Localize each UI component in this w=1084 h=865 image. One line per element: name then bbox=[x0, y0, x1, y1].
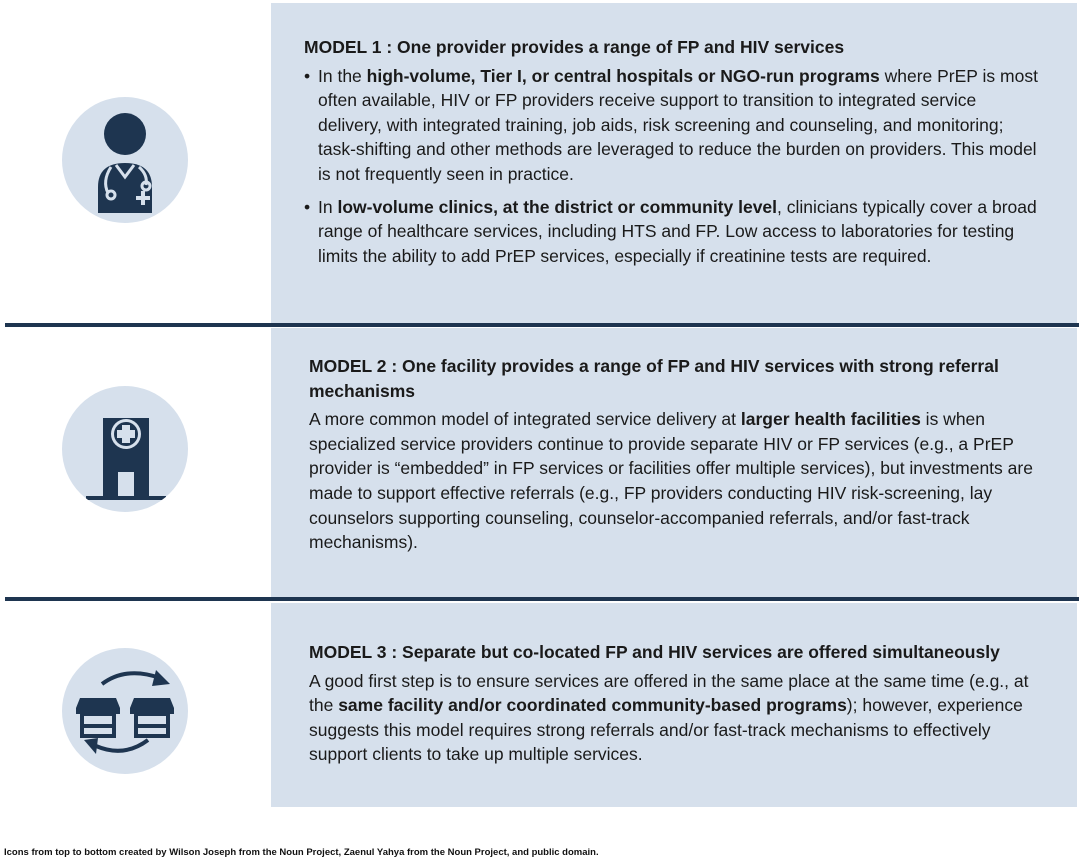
hospital-icon-circle bbox=[62, 386, 188, 512]
bullet-text: In bbox=[318, 196, 338, 217]
para-bold-text: same facility and/or coordinated community-based programs bbox=[338, 695, 847, 716]
icon-credits-caption: Icons from top to bottom created by Wilson Joseph from the Noun Project, Zaenul Yahya from the Noun Project, and public domain. bbox=[4, 847, 599, 858]
model-3-section bbox=[309, 640, 1049, 767]
model-2-description bbox=[309, 407, 1039, 555]
bullet-text: where PrEP is most often available, HIV or FP providers receive support to transition to integrated service delivery, with integrated training, job aids, risk screening and counseling, and monitoring; task-shifting and other methods are leveraged to reduce the burden on providers. This model is not frequently seen in practice. bbox=[318, 65, 1038, 184]
para-text: A good first step is to ensure services are offered in the same place at the same time (e.g., at the bbox=[309, 670, 1029, 716]
model-1-bullet-1 bbox=[304, 64, 1044, 187]
model-1-section bbox=[304, 35, 1044, 276]
model-1-title: MODEL 1 : One provider provides a range of FP and HIV services bbox=[304, 37, 845, 57]
model-2-title: MODEL 2 : One facility provides a range of FP and HIV services with strong referral mechanisms bbox=[309, 356, 999, 401]
hospital-icon bbox=[62, 386, 188, 512]
para-bold-text: larger health facilities bbox=[740, 409, 921, 430]
divider-line bbox=[5, 597, 1079, 601]
model-3-title: MODEL 3 : Separate but co-located FP and HIV services are offered simultaneously bbox=[309, 642, 1000, 662]
bullet-text: In the bbox=[318, 65, 367, 86]
bullet-bold-text: low-volume clinics, at the district or community level bbox=[337, 196, 778, 217]
bullet-text: , clinicians typically cover a broad range of healthcare services, including HTS and FP. Low access to laboratories for testing limits the ability to add PrEP services, especially if creatinine tests are required. bbox=[318, 196, 1037, 266]
divider-line bbox=[5, 323, 1079, 327]
bullet-bold-text: high-volume, Tier I, or central hospitals or NGO-run programs bbox=[366, 65, 880, 86]
model-1-bullet-2 bbox=[304, 195, 1044, 269]
para-text: ); however, experience suggests this model requires strong referrals and/or fast-track mechanisms to effectively support clients to take up multiple services. bbox=[309, 695, 1023, 765]
para-text: is when specialized service providers continue to provide separate HIV or FP services (e.g., a PrEP provider is “embedded” in FP services or facilities offer multiple services), but investments are made to support effective referrals (e.g., FP providers conducting HIV risk-screening, lay counselors supporting counseling, counselor-accompanied referrals, and/or fast-track mechanisms). bbox=[309, 409, 1033, 553]
para-text: A more common model of integrated service delivery at bbox=[309, 409, 741, 430]
two-shops-exchange-icon-circle bbox=[62, 648, 188, 774]
model-3-description bbox=[309, 669, 1049, 767]
two-shops-exchange-icon bbox=[62, 648, 188, 774]
model-1-bullets bbox=[304, 64, 1044, 269]
doctor-icon-circle bbox=[62, 97, 188, 223]
model-2-section bbox=[309, 354, 1039, 555]
doctor-icon bbox=[62, 97, 188, 223]
